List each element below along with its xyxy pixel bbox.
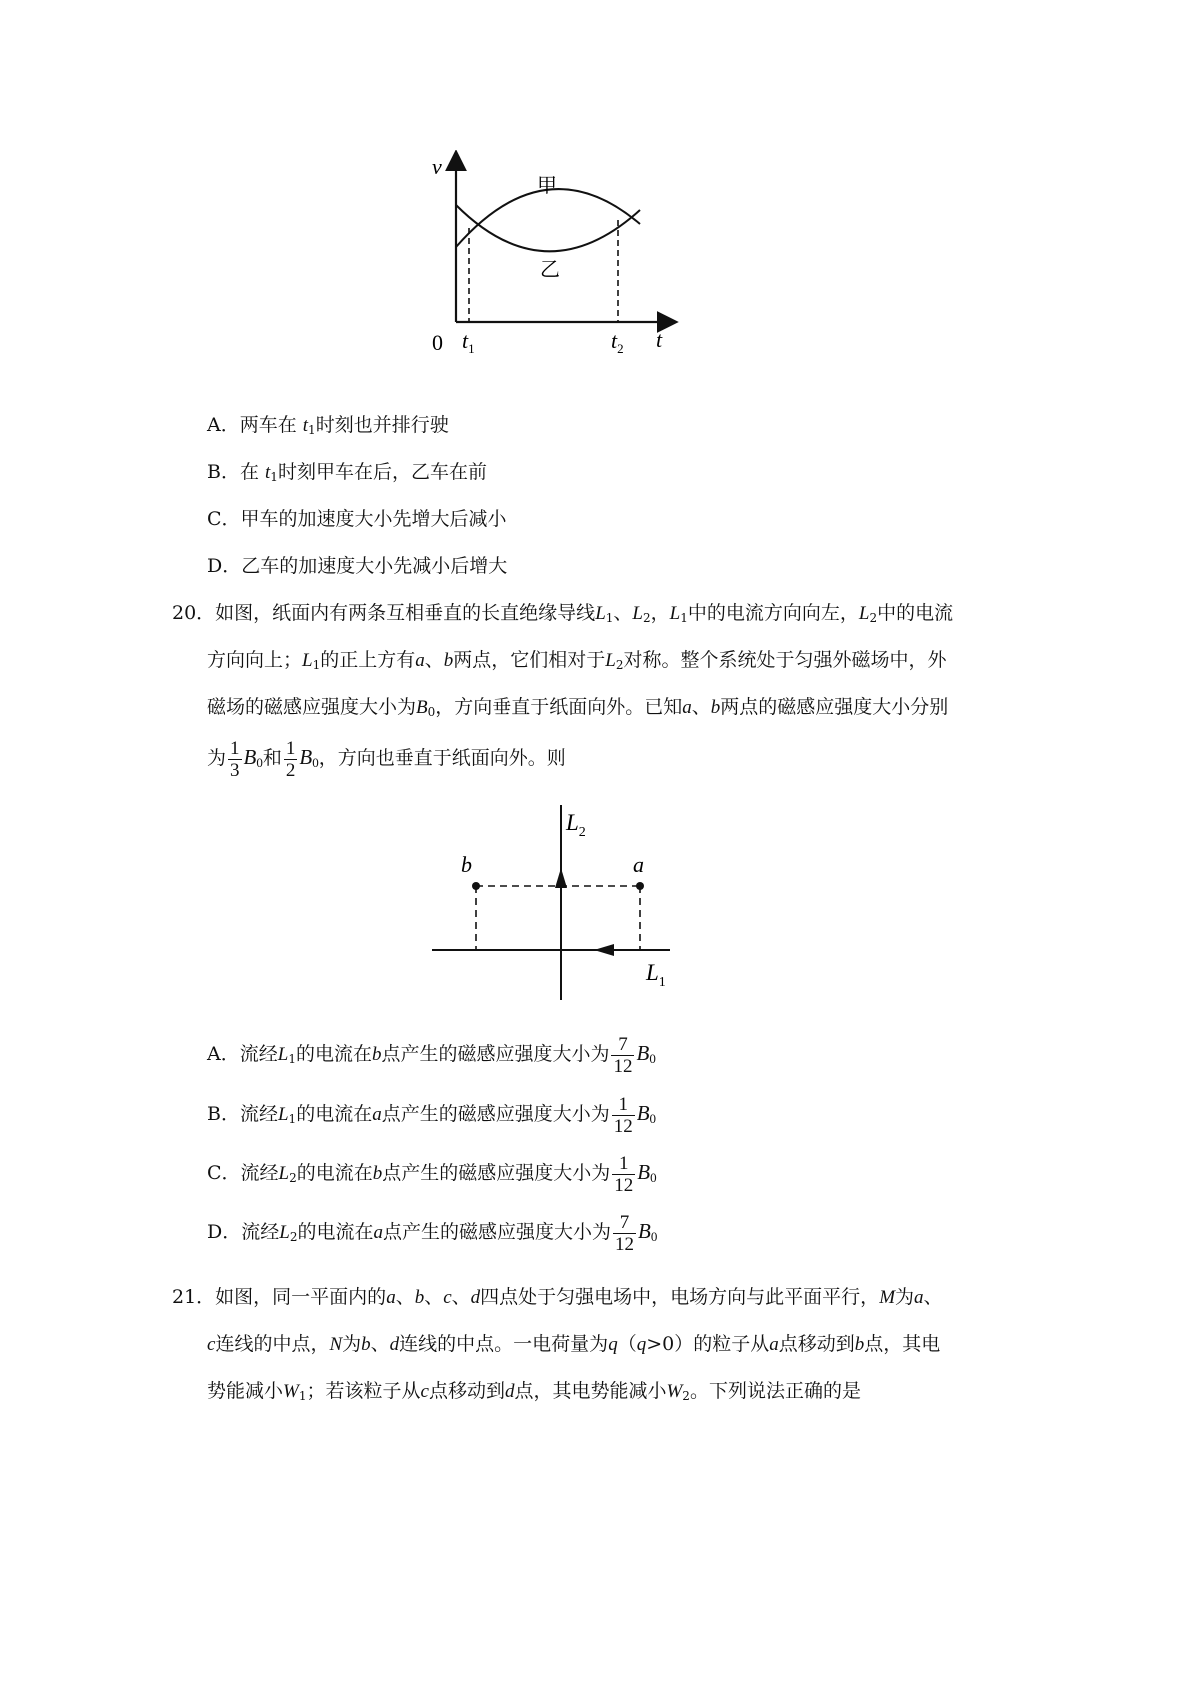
q19-option-d: D．乙车的加速度大小先减小后增大 (207, 555, 508, 577)
wire-l2-label: $L_2$ (566, 810, 586, 840)
curve-jia (456, 189, 640, 247)
wire-l1-arrow (594, 944, 614, 956)
q21-line-2: c连线的中点，N为b、d连线的中点。一电荷量为q（q>0）的粒子从a点移动到b点，其电 (207, 1333, 941, 1355)
origin-label: 0 (432, 330, 443, 355)
q20-line-2: 方向向上；$L_1$的正上方有a、b两点，它们相对于$L_2$对称。整个系统处于匀强外磁场中，外 (207, 649, 947, 672)
point-b (472, 882, 480, 890)
q20-option-d: D．流经$L_2$的电流在a点产生的磁感应强度大小为 $\frac{7}{12}$ $B_0$ (207, 1211, 658, 1255)
q20-line-1: 20．如图，纸面内有两条互相垂直的长直绝缘导线$L_1$、$L_2$，$L_1$中的电流方向向左，$L_2$中的电流 (172, 602, 954, 625)
curve-yi (456, 205, 640, 251)
q19-option-c: C．甲车的加速度大小先增大后减小 (207, 508, 507, 530)
q20-line-3: 磁场的磁感应强度大小为$B_0$，方向垂直于纸面向外。已知a、b两点的磁感应强度大小分别 (207, 696, 949, 719)
q20-option-a: A．流经$L_1$的电流在b点产生的磁感应强度大小为 $\frac{7}{12}$ $B_0$ (207, 1033, 656, 1077)
point-a (636, 882, 644, 890)
t2-label: $t_2$ (611, 328, 624, 356)
q19-option-a: A．两车在 $t_1$时刻也并排行驶 (207, 414, 449, 437)
point-a-label: a (633, 852, 644, 877)
wire-l2-arrow (555, 868, 567, 888)
fraction-one-half: $\frac{1}{2}$ (285, 737, 296, 781)
q20-line-4: 为 $\frac{1}{3}$ $B_0$和 $\frac{1}{2}$ $B_0$，方向也垂直于纸面向外。则 (207, 737, 566, 781)
point-b-label: b (461, 852, 472, 877)
curve-jia-label: 甲 (537, 175, 557, 197)
q21-line-3: 势能减小$W_1$；若该粒子从c点移动到d点，其电势能减小$W_2$。下列说法正确的是 (207, 1380, 861, 1403)
q20-option-c: C．流经$L_2$的电流在b点产生的磁感应强度大小为 $\frac{1}{12}$ $B_0$ (207, 1152, 657, 1196)
t1-label: $t_1$ (462, 328, 475, 356)
q20-option-b: B．流经$L_1$的电流在a点产生的磁感应强度大小为 $\frac{1}{12}$ $B_0$ (207, 1093, 657, 1137)
fraction-one-third: $\frac{1}{3}$ (230, 737, 240, 781)
q21-line-1: 21．如图，同一平面内的a、b、c、d四点处于匀强电场中，电场方向与此平面平行，M为a、 (172, 1286, 943, 1308)
wire-l1-label: $L_1$ (646, 960, 666, 990)
t-axis-label: t (656, 327, 663, 352)
v-axis-label: v (432, 154, 442, 179)
vt-graph (430, 150, 730, 380)
curve-yi-label: 乙 (540, 259, 560, 281)
wires-diagram (430, 800, 730, 1005)
q19-option-b: B．在 $t_1$时刻甲车在后，乙车在前 (207, 461, 487, 484)
